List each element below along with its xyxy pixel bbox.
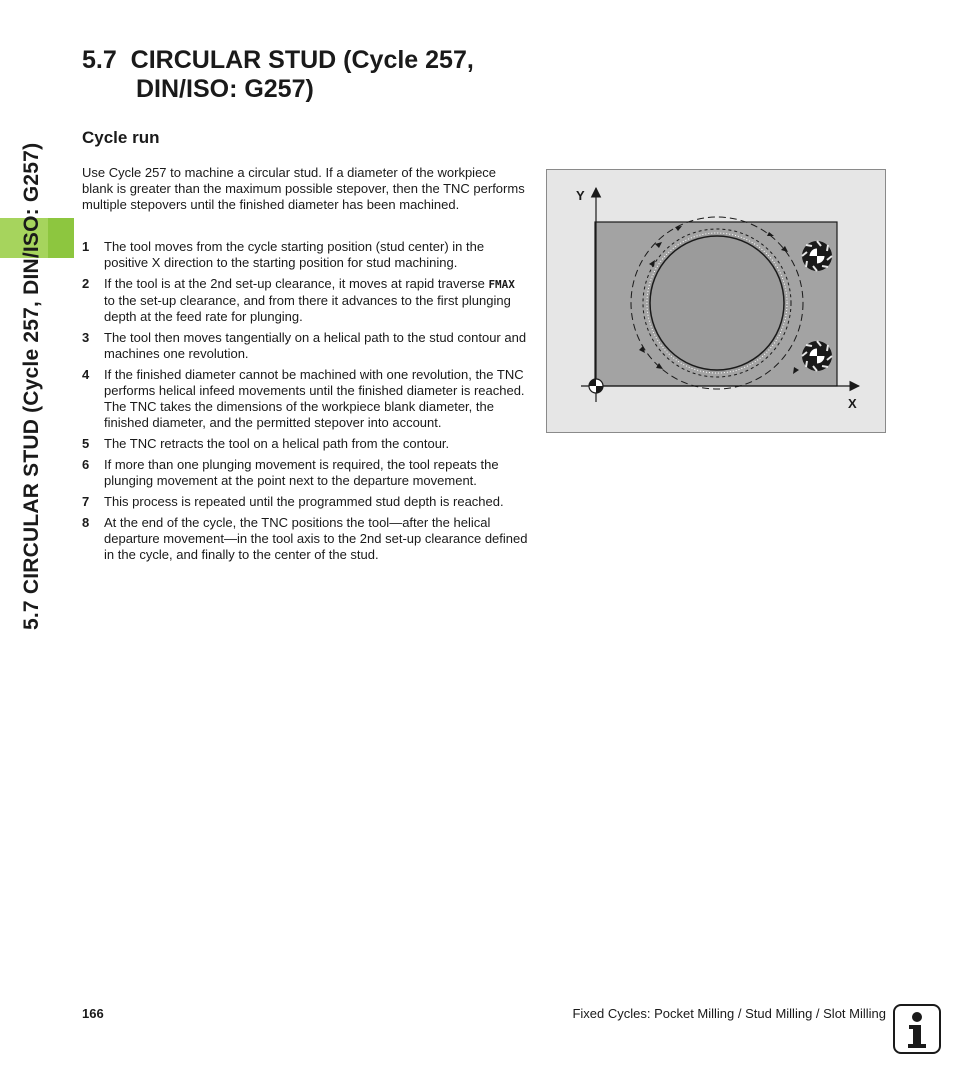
list-item — [82, 367, 528, 431]
step-text: The tool moves from the cycle starting position (stud center) in the positive X direction to the starting position for stud machining. — [104, 239, 485, 270]
step-number: 4 — [82, 367, 90, 382]
step-number: 7 — [82, 494, 90, 509]
step-text: If the tool is at the 2nd set-up clearance, it moves at rapid traverse — [104, 276, 485, 291]
step-text: to the set-up clearance, and from there it advances to the first plunging depth at the feed rate for plunging. — [104, 293, 511, 324]
x-axis-label: X — [848, 396, 857, 411]
section-title: Cycle run — [82, 128, 160, 147]
info-icon — [893, 1004, 941, 1054]
step-number: 5 — [82, 436, 90, 451]
step-text: The TNC retracts the tool on a helical path from the contour. — [104, 436, 450, 451]
step-number: 8 — [82, 515, 90, 530]
list-item — [82, 494, 528, 510]
milling-tool-bottom — [802, 341, 832, 371]
title-line-1: CIRCULAR STUD (Cycle 257, — [130, 46, 474, 74]
origin-symbol — [589, 379, 603, 393]
stud-milling-diagram — [547, 170, 887, 434]
page-title — [82, 46, 562, 104]
step-text: If the finished diameter cannot be machined with one revolution, the TNC performs helical infeed movements until the finished diameter is reached. The TNC takes the dimensions of the workpiece blank diameter, the finished diameter, and the permitted stepover into account. — [104, 367, 525, 430]
step-text: At the end of the cycle, the TNC positions the tool—after the helical departure movement—in the tool axis to the 2nd set-up clearance defined in the cycle, and finally to the center of the stud. — [104, 515, 528, 562]
side-chapter-title: 5.7 CIRCULAR STUD (Cycle 257, DIN/ISO: G257) — [20, 142, 43, 630]
finished-stud — [650, 236, 784, 370]
step-text: The tool then moves tangentially on a helical path to the stud contour and machines one revolution. — [104, 330, 527, 361]
step-number: 2 — [82, 276, 90, 291]
list-item — [82, 239, 528, 271]
title-line-2: DIN/ISO: G257) — [136, 75, 314, 103]
page-number: 166 — [82, 1006, 104, 1021]
title-number: 5.7 — [82, 46, 117, 74]
list-item — [82, 457, 528, 489]
list-item — [82, 330, 528, 362]
list-item — [82, 515, 528, 563]
step-number: 1 — [82, 239, 90, 254]
footer-chapter: Fixed Cycles: Pocket Milling / Stud Milling / Slot Milling — [572, 1006, 886, 1021]
list-item — [82, 436, 528, 452]
step-text: If more than one plunging movement is required, the tool repeats the plunging movement at the point next to the departure movement. — [104, 457, 499, 488]
intro-paragraph: Use Cycle 257 to machine a circular stud. If a diameter of the workpiece blank is greater than the maximum possible stepover, then the TNC performs multiple stepovers until the finished diameter has been machined. — [82, 165, 525, 212]
step-list — [82, 239, 528, 568]
step-number: 6 — [82, 457, 90, 472]
step-text: This process is repeated until the programmed stud depth is reached. — [104, 494, 504, 509]
y-axis-label: Y — [576, 188, 585, 203]
list-item — [82, 276, 528, 325]
step-number: 3 — [82, 330, 90, 345]
stud-milling-figure — [546, 169, 886, 433]
milling-tool-top — [802, 241, 832, 271]
fmax-code: FMAX — [488, 278, 515, 291]
